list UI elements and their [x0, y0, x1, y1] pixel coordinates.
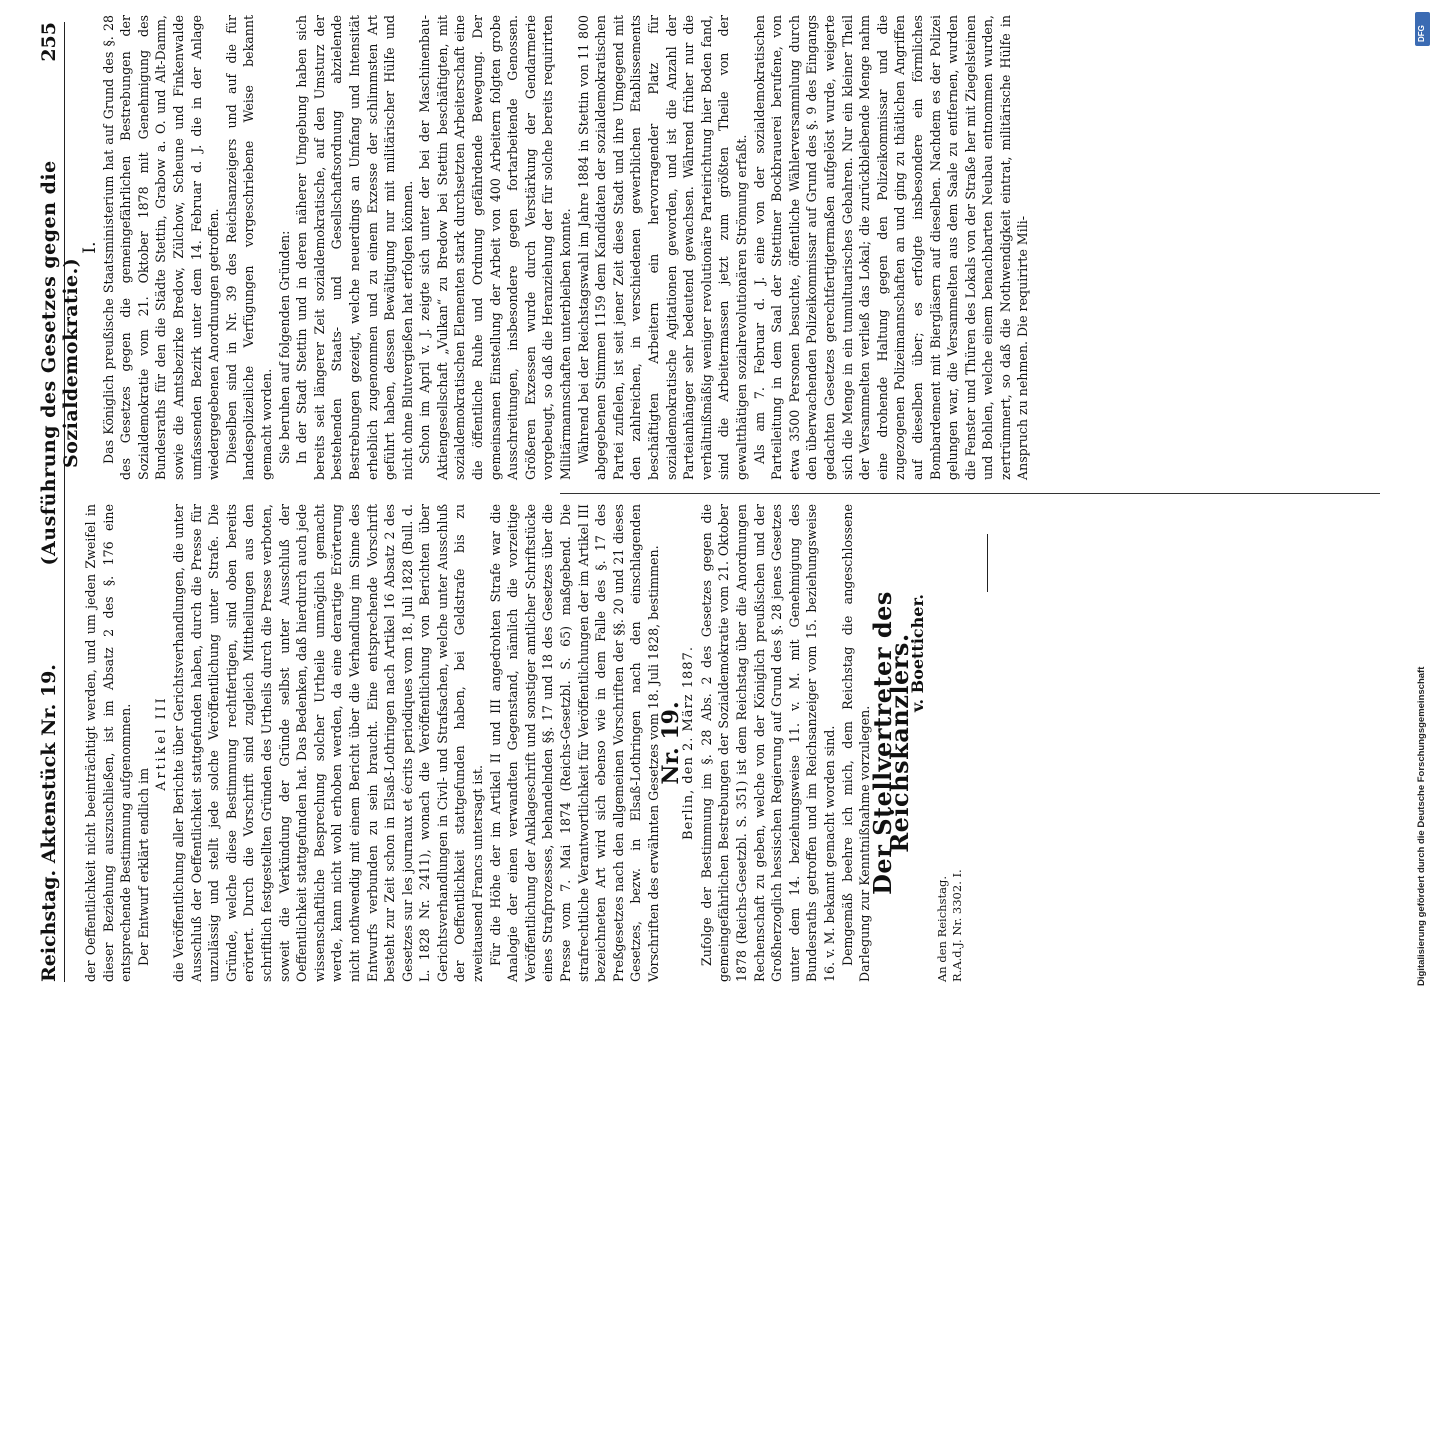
body-paragraph: Dieselben sind in Nr. 39 des Reichsanzeigers und auf die für landespolizeiliche Verfügungen vorgeschriebene Weise bekannt gemacht worden.	[223, 15, 274, 480]
address-line: An den Reichstag.	[934, 876, 949, 982]
body-paragraph: In der Stadt Stettin und in deren näherer Umgebung haben sich bereits seit längerer Zeit sozialdemokratische, auf den Umsturz der bestehenden Staats- und Gesellschaftsordnung abzielende Bestrebungen gezeigt, welche neuerdings an Umfang und Intensität erheblich zugenommen und zu einem Exzesse der schlimmsten Art geführt haben, dessen Bewältigung nur mit militärischer Hülfe und nicht ohne Blutvergießen hat erfolgen können.	[294, 15, 415, 480]
signature-name: v. Boetticher.	[907, 594, 927, 713]
address-block	[935, 504, 965, 982]
body-paragraph: Während bei der Reichstagswahl im Jahre 1884 in Stettin von 11 800 abgegebenen Stimmen 1159 dem Kandidaten der sozialdemokratischen Partei zufielen, ist seit jener Zeit diese Stadt und ihre Umgegend mit den zahlreichen, in verschiedenen gewerblichen Etablissements beschäftigten Arbeitern ein hervorragender Platz für sozialdemokratische Agitationen geworden, und ist die Anzahl der Parteianhänger sehr bedeutend gewachsen. Während früher nur die verhältnißmäßig weniger revolutionäre Parteirichtung hier Boden fand, sind die Arbeitermassen jetzt zum größten Theile von der gewaltthätigen sozialrevolutionären Strömung erfaßt.	[575, 15, 749, 480]
right-column	[82, 15, 1032, 480]
section-number: I.	[80, 241, 100, 254]
entwurf-line: Der Entwurf erklärt endlich im	[135, 767, 151, 966]
page-number: 255	[38, 22, 60, 62]
article-title: Artikel III	[153, 695, 169, 791]
header-left: Reichstag. Aktenstück Nr. 19.	[38, 664, 60, 982]
header-title: (Ausführung des Gesetzes gegen die Sozialdemokratie.)	[38, 160, 82, 566]
signature-title: Der Stellvertreter des Reichskanzlers.	[867, 591, 915, 895]
body-paragraph: Das Königlich preußische Staatsministerium hat auf Grund des §. 28 des Gesetzes gegen die gemeingefährlichen Bestrebungen der Sozialdemokratie vom 21. Oktober 1878 mit Genehmigung des Bundesraths für den die Städte Stettin, Grabow a. O. und Alt-Damm, sowie die Amtsbezirke Bredow, Zülchow, Scheune und Finkenwalde umfassenden Bezirk unter dem 14. Februar d. J. die in der Anlage wiedergegebenen Anordnungen getroffen.	[100, 15, 222, 480]
dfg-logo-text: DFG	[1417, 25, 1426, 42]
dfg-logo-icon	[1415, 12, 1430, 46]
decree-paragraph: Demgemäß beehre ich mich, dem Reichstag die angeschlossene Darlegung zur Kenntnißnahme vorzulegen.	[839, 504, 873, 982]
document-number: Nr. 19.	[657, 701, 684, 785]
body-paragraph: Schon im April v. J. zeigte sich unter der bei der Maschinenbau-Aktiengesellschaft „Vulkan“ zu Bredow bei Stettin beschäftigten, mit sozialdemokratischen Elementen stark durchsetzten Arbeiterschaft eine die öffentliche Ruhe und Ordnung gefährdende Bewegung. Der gemeinsamen Einstellung der Arbeit von 400 Arbeitern folgten grobe Ausschreitungen, insbesondere gegen fortarbeitende Genossen. Größeren Exzessen wurde durch Verstärkung der Gendarmerie vorgebeugt, so daß die Heranziehung der für solche bereits requirirten Militärmannschaften unterbleiben konnte.	[417, 15, 574, 480]
closing-rule	[987, 534, 988, 592]
body-paragraph: Sie beruhen auf folgenden Gründen:	[276, 230, 292, 464]
article-paragraph: die Veröffentlichung aller Berichte über Gerichtsverhandlungen, die unter Ausschluß der Oeffentlichkeit stattgefunden haben, durch die Presse für unzulässig und stellt jede solche Veröffentlichung unter Strafe. Die Gründe, welche diese Bestimmung rechtfertigen, sind oben bereits erörtert. Durch die Vorschrift sind zugleich Mittheilungen aus den schriftlich festgestellten Gründen des Urtheils durch die Presse verboten, soweit die Verkündung der Gründe selbst unter Ausschluß der Oeffentlichkeit stattgefunden hat. Das Bedenken, daß hierdurch auch jede wissenschaftliche Besprechung solcher Urtheile unmöglich gemacht werde, kann nicht wohl erhoben werden, da eine derartige Erörterung nicht nothwendig mit einem Bericht über die Verhandlung im Sinne des Entwurfs verbunden zu sein braucht. Eine entsprechende Vorschrift besteht zur Zeit schon in Elsaß-Lothringen nach Artikel 16 Absatz 2 des Gesetzes sur les journaux et écrits periodiques vom 18. Juli 1828 (Bull. d. L. 1828 Nr. 2411), wonach die Veröffentlichung von Berichten über Gerichtsverhandlungen in Civil- und Strafsachen, welche unter Ausschluß der Oeffentlichkeit stattgefunden haben, bei Geldstrafe bis zu zweitausend Francs untersagt ist.	[170, 504, 486, 982]
running-header	[38, 22, 82, 982]
dateline: Berlin, den 2. März 1887.	[681, 646, 697, 840]
article-paragraph: Für die Höhe der im Artikel II und III angedrohten Strafe war die Analogie der einen verwandten Gegenstand, nämlich die vorzeitige Veröffentlichung der Anklageschrift und sonstiger amtlicher Schriftstücke eines Strafprozesses, behandelnden §§. 17 und 18 des Gesetzes über die Presse vom 7. Mai 1874 (Reichs-Gesetzbl. S. 65) maßgebend. Die strafrechtliche Verantwortlichkeit für Veröffentlichungen der im Artikel III bezeichneten Art wird sich ebenso wie in dem Falle des §. 17 des Preßgesetzes nach den allgemeinen Vorschriften der §§. 20 und 21 dieses Gesetzes, bezw. in Elsaß-Lothringen nach den einschlagenden Vorschriften des erwähnten Gesetzes vom 18. Juli 1828, bestimmen.	[487, 504, 661, 982]
left-column	[82, 504, 988, 982]
decree-paragraph: Zufolge der Bestimmung im §. 28 Abs. 2 des Gesetzes gegen die gemeingefährlichen Bestrebungen der Sozialdemokratie vom 21. Oktober 1878 (Reichs-Gesetzbl. S. 351) ist dem Reichstag über die Anordnungen Rechenschaft zu geben, welche von der Königlich preußischen und der Großherzoglich hessischen Regierung auf Grund des §. 28 jenes Gesetzes unter dem 14. beziehungsweise 11. v. M. mit Genehmigung des Bundesraths getroffen und im Reichsanzeiger vom 15. beziehungsweise 16. v. M. bekannt gemacht worden sind.	[698, 504, 837, 982]
reference-number: R.A.d.J. Nr. 3302. I.	[949, 869, 964, 982]
digitization-note	[1416, 666, 1430, 1446]
column-divider	[560, 493, 1380, 494]
body-paragraph: Als am 7. Februar d. J. eine von der sozialdemokratischen Parteileitung in dem Saal der Stettiner Bockbrauerei berufene, von etwa 3500 Personen besuchte, öffentliche Wählerversammlung durch den überwachenden Polizeikommissar auf Grund des §. 9 des Eingangs gedachten Gesetzes gerechtfertigtermaßen aufgelöst wurde, weigerte sich die Menge in ein tumultuarisches Gebahren. Nur ein kleiner Theil der Versammelten verließ das Lokal; die zurückbleibende Menge nahm eine drohende Haltung gegen den Polizeikommissar und die zugezogenen Polizeimannschaften an und ging zu thätlichen Angriffen auf dieselben über; es erfolgte insbesondere ein förmliches Bombardement mit Biergläsern auf dieselben. Nachdem es der Polizei gelungen war, die Versammelten aus dem Saale zu entfernen, wurden die Fenster und Thüren des Lokals von der Straße her mit Ziegelsteinen und Bohlen, welche einem benachbarten Neubau entnommen wurden, zertrümmert, so daß die Nothwendigkeit eintrat, militärische Hülfe in Anspruch zu nehmen. Die requirirte Mili-	[751, 15, 1031, 480]
continuation-paragraph: der Oeffentlichkeit nicht beeinträchtigt werden, und um jeden Zweifel in dieser Beziehung auszuschließen, ist im Absatz 2 des §. 176 eine entsprechende Bestimmung aufgenommen.	[83, 504, 134, 982]
digitization-note-text: Digitalisierung gefördert durch die Deutsche Forschungsgemeinschaft	[1416, 666, 1427, 986]
